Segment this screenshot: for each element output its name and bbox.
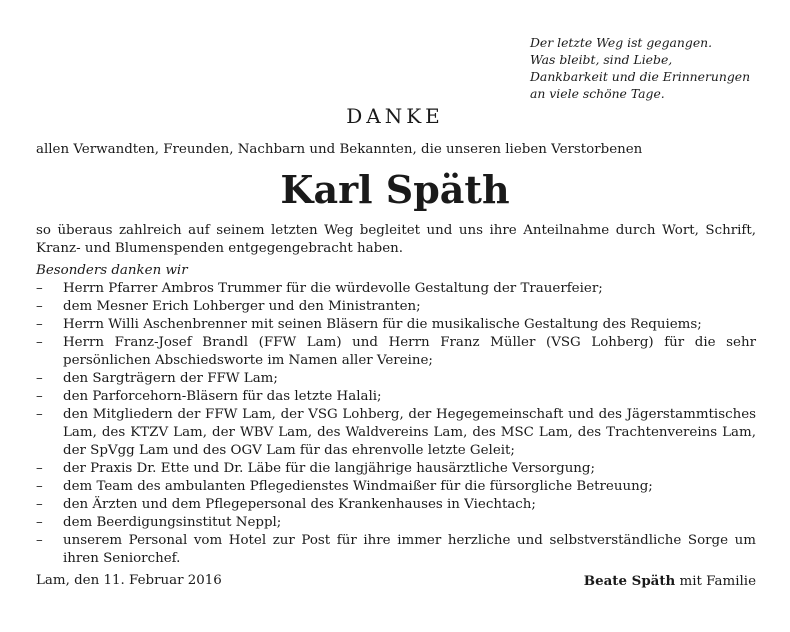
- motto-line: an viele schöne Tage.: [530, 86, 665, 101]
- list-item: [36, 514, 756, 532]
- deceased-name: Karl Späth: [280, 167, 510, 212]
- list-item: [36, 280, 756, 298]
- list-item-text: den Mitgliedern der FFW Lam, der VSG Lohberg, der Hegegemeinschaft und des Jägerstammtisches Lam, des KTZV Lam, der WBV Lam, des Waldvereins Lam, des MSC Lam, des Trachtenvereins Lam, der SpVgg Lam und des OGV Lam für das ehrenvolle letzte Geleit;: [63, 407, 756, 458]
- bullet-dash: –: [36, 371, 43, 386]
- bullet-dash: –: [36, 407, 43, 422]
- list-item: [36, 334, 756, 370]
- list-item: [36, 478, 756, 496]
- list-item-text: Herrn Pfarrer Ambros Trummer für die würdevolle Gestaltung der Trauerfeier;: [63, 281, 603, 296]
- bullet-dash: –: [36, 533, 43, 548]
- list-item: [36, 388, 756, 406]
- list-item-text: den Parforcehorn-Bläsern für das letzte Halali;: [63, 389, 382, 404]
- bullet-dash: –: [36, 479, 43, 494]
- special-thanks-heading: Besonders danken wir: [36, 263, 188, 278]
- list-item: [36, 406, 756, 460]
- thanks-heading-title: DANKE: [346, 104, 444, 128]
- motto-line: Der letzte Weg ist gegangen.: [530, 35, 713, 50]
- list-item: [36, 532, 756, 568]
- motto-verse: [530, 34, 770, 102]
- bullet-dash: –: [36, 317, 43, 332]
- bullet-dash: –: [36, 299, 43, 314]
- list-item: [36, 316, 756, 334]
- list-item-text: den Sargträgern der FFW Lam;: [63, 371, 278, 386]
- intro-text: allen Verwandten, Freunden, Nachbarn und Bekannten, die unseren lieben Verstorbenen: [36, 142, 643, 157]
- list-item: [36, 370, 756, 388]
- list-item-text: dem Beerdigungsinstitut Neppl;: [63, 515, 282, 530]
- list-item-text: den Ärzten und dem Pflegepersonal des Krankenhauses in Viechtach;: [63, 497, 536, 512]
- list-item-text: dem Team des ambulanten Pflegedienstes Windmaißer für die fürsorgliche Betreuung;: [63, 479, 653, 494]
- bullet-dash: –: [36, 497, 43, 512]
- signer-name: Beate Späth: [583, 573, 676, 589]
- signature: [584, 572, 756, 591]
- bullet-dash: –: [36, 461, 43, 476]
- list-item: [36, 298, 756, 316]
- list-item-text: dem Mesner Erich Lohberger und den Ministranten;: [63, 299, 421, 314]
- thanks-list: [36, 280, 756, 568]
- bullet-dash: –: [36, 335, 43, 350]
- bullet-dash: –: [36, 515, 43, 530]
- bullet-dash: –: [36, 281, 43, 296]
- list-item: [36, 496, 756, 514]
- body-text: so überaus zahlreich auf seinem letzten Weg begleitet und uns ihre Anteilnahme durch Wort, Schrift, Kranz- und Blumenspenden entgegengebracht haben.: [36, 223, 756, 256]
- list-item-text: Herrn Willi Aschenbrenner mit seinen Bläsern für die musikalische Gestaltung des Requiems;: [63, 317, 702, 332]
- bullet-dash: –: [36, 389, 43, 404]
- list-item: [36, 460, 756, 478]
- signer-suffix: mit Familie: [679, 574, 756, 589]
- place-date: Lam, den 11. Februar 2016: [36, 573, 222, 588]
- motto-line: Dankbarkeit und die Erinnerungen: [530, 69, 751, 84]
- list-item-text: Herrn Franz-Josef Brandl (FFW Lam) und Herrn Franz Müller (VSG Lohberg) für die sehr persönlichen Abschiedsworte im Namen aller Vereine;: [63, 335, 756, 368]
- list-item-text: der Praxis Dr. Ette und Dr. Läbe für die langjährige hausärztliche Versorgung;: [63, 461, 596, 476]
- motto-line: Was bleibt, sind Liebe,: [530, 52, 673, 67]
- list-item-text: unserem Personal vom Hotel zur Post für ihre immer herzliche und selbstverständliche Sorge um ihren Seniorchef.: [63, 533, 756, 566]
